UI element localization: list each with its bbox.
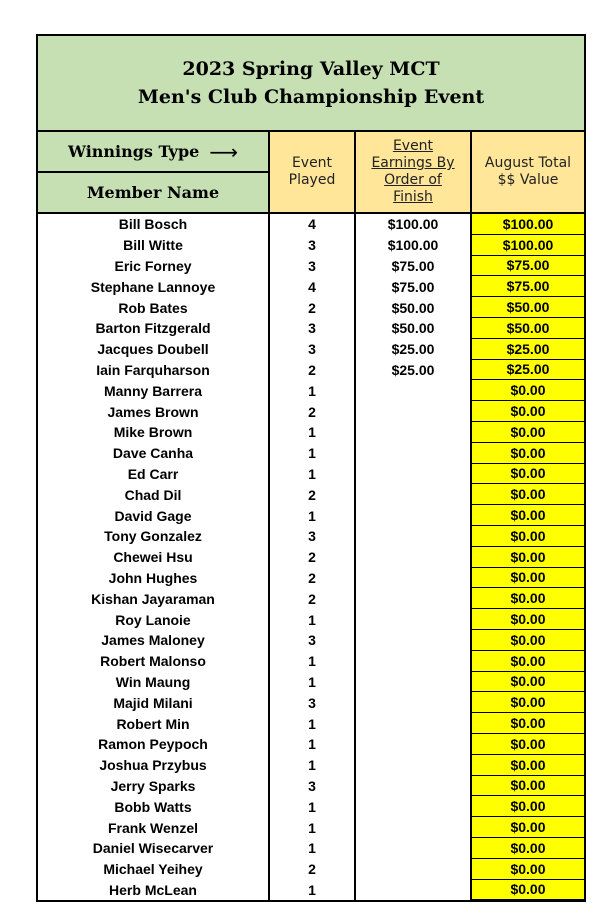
table-row: [38, 380, 584, 401]
event-played-cell: 1: [270, 713, 356, 734]
august-value-cell: $0.00: [472, 838, 584, 859]
table-row: [38, 235, 584, 256]
earnings-cell: [356, 464, 472, 485]
earnings-cell: [356, 630, 472, 651]
earnings-cell: [356, 422, 472, 443]
earnings-cell: [356, 796, 472, 817]
event-played-cell: 1: [270, 651, 356, 672]
earnings-cell: [356, 484, 472, 505]
member-name-header: Member Name: [38, 173, 268, 212]
august-value-cell: $0.00: [472, 672, 584, 693]
results-sheet: [36, 34, 586, 902]
member-name-cell: Roy Lanoie: [38, 609, 270, 630]
earnings-cell: [356, 734, 472, 755]
august-value-cell: $50.00: [472, 297, 584, 318]
earnings-cell: $75.00: [356, 276, 472, 297]
member-name-cell: Chewei Hsu: [38, 547, 270, 568]
event-played-cell: 2: [270, 401, 356, 422]
event-played-cell: 2: [270, 297, 356, 318]
member-name-cell: Ed Carr: [38, 464, 270, 485]
member-name-cell: Stephane Lannoye: [38, 276, 270, 297]
august-value-cell: $75.00: [472, 256, 584, 277]
table-row: [38, 817, 584, 838]
table-row: [38, 276, 584, 297]
august-value-cell: $0.00: [472, 880, 584, 901]
event-played-cell: 2: [270, 568, 356, 589]
column-headers: [38, 132, 584, 214]
event-played-cell: 3: [270, 318, 356, 339]
event-played-cell: 1: [270, 755, 356, 776]
table-row: [38, 796, 584, 817]
earnings-cell: [356, 401, 472, 422]
member-name-cell: Chad Dil: [38, 484, 270, 505]
august-value-cell: $100.00: [472, 235, 584, 256]
member-name-cell: Manny Barrera: [38, 380, 270, 401]
earnings-cell: [356, 713, 472, 734]
table-row: [38, 838, 584, 859]
event-played-cell: 1: [270, 443, 356, 464]
table-row: [38, 339, 584, 360]
member-name-cell: Robert Min: [38, 713, 270, 734]
event-played-cell: 1: [270, 672, 356, 693]
earnings-cell: $25.00: [356, 339, 472, 360]
event-played-cell: 3: [270, 526, 356, 547]
august-value-cell: $0.00: [472, 505, 584, 526]
event-played-cell: 1: [270, 734, 356, 755]
member-name-cell: Jacques Doubell: [38, 339, 270, 360]
event-played-cell: 3: [270, 776, 356, 797]
header-left: [38, 132, 270, 212]
member-name-cell: Bill Bosch: [38, 214, 270, 235]
member-name-cell: Joshua Przybus: [38, 755, 270, 776]
member-name-cell: Robert Malonso: [38, 651, 270, 672]
event-played-cell: 2: [270, 588, 356, 609]
earnings-cell: [356, 609, 472, 630]
member-name-cell: Majid Milani: [38, 692, 270, 713]
event-played-cell: 2: [270, 547, 356, 568]
table-row: [38, 713, 584, 734]
event-played-cell: 1: [270, 380, 356, 401]
event-played-cell: 2: [270, 484, 356, 505]
earnings-cell: [356, 380, 472, 401]
member-name-cell: David Gage: [38, 505, 270, 526]
member-name-cell: Iain Farquharson: [38, 360, 270, 381]
earnings-cell: [356, 817, 472, 838]
earnings-cell: [356, 776, 472, 797]
table-row: [38, 214, 584, 235]
table-row: [38, 505, 584, 526]
table-row: [38, 484, 584, 505]
earnings-cell: $75.00: [356, 256, 472, 277]
august-value-cell: $0.00: [472, 484, 584, 505]
table-row: [38, 776, 584, 797]
member-name-cell: Jerry Sparks: [38, 776, 270, 797]
member-name-cell: Dave Canha: [38, 443, 270, 464]
earnings-line-4: Finish: [393, 189, 433, 205]
event-played-cell: 1: [270, 422, 356, 443]
member-name-cell: Kishan Jayaraman: [38, 588, 270, 609]
member-rows: [38, 214, 584, 900]
august-value-cell: $100.00: [472, 214, 584, 235]
event-played-cell: 1: [270, 796, 356, 817]
earnings-cell: [356, 547, 472, 568]
earnings-cell: [356, 859, 472, 880]
event-played-cell: 3: [270, 235, 356, 256]
august-value-cell: $0.00: [472, 380, 584, 401]
table-row: [38, 422, 584, 443]
earnings-cell: [356, 672, 472, 693]
member-name-cell: James Brown: [38, 401, 270, 422]
earnings-line-3: Order of: [384, 172, 442, 188]
august-value-cell: $0.00: [472, 755, 584, 776]
earnings-cell: [356, 651, 472, 672]
member-name-cell: Daniel Wisecarver: [38, 838, 270, 859]
earnings-cell: [356, 755, 472, 776]
earnings-header: [356, 132, 472, 212]
table-row: [38, 526, 584, 547]
earnings-cell: [356, 443, 472, 464]
august-value-cell: $0.00: [472, 588, 584, 609]
table-row: [38, 464, 584, 485]
august-value-cell: $0.00: [472, 443, 584, 464]
table-row: [38, 401, 584, 422]
member-name-cell: James Maloney: [38, 630, 270, 651]
august-value-cell: $0.00: [472, 734, 584, 755]
earnings-cell: [356, 588, 472, 609]
member-name-cell: Bobb Watts: [38, 796, 270, 817]
earnings-cell: [356, 692, 472, 713]
winnings-type-label: Winnings Type: [68, 142, 200, 161]
august-value-cell: $25.00: [472, 360, 584, 381]
earnings-cell: $100.00: [356, 214, 472, 235]
table-row: [38, 609, 584, 630]
table-row: [38, 692, 584, 713]
event-played-cell: 1: [270, 838, 356, 859]
member-name-cell: Win Maung: [38, 672, 270, 693]
table-row: [38, 588, 584, 609]
earnings-cell: $50.00: [356, 297, 472, 318]
event-played-cell: 3: [270, 630, 356, 651]
august-value-cell: $0.00: [472, 796, 584, 817]
august-value-cell: $0.00: [472, 401, 584, 422]
august-value-cell: $0.00: [472, 692, 584, 713]
table-row: [38, 360, 584, 381]
table-row: [38, 630, 584, 651]
event-played-cell: 1: [270, 880, 356, 901]
member-name-cell: Rob Bates: [38, 297, 270, 318]
table-row: [38, 256, 584, 277]
august-value-cell: $0.00: [472, 817, 584, 838]
earnings-cell: [356, 505, 472, 526]
earnings-cell: [356, 880, 472, 901]
earnings-cell: $100.00: [356, 235, 472, 256]
event-played-cell: 1: [270, 609, 356, 630]
title-box: [38, 36, 584, 132]
event-played-cell: 3: [270, 256, 356, 277]
august-value-cell: $0.00: [472, 547, 584, 568]
table-row: [38, 318, 584, 339]
august-value-cell: $0.00: [472, 630, 584, 651]
august-total-header: [472, 132, 584, 212]
august-value-cell: $0.00: [472, 859, 584, 880]
august-value-cell: $0.00: [472, 422, 584, 443]
august-value-cell: $0.00: [472, 776, 584, 797]
member-name-cell: Frank Wenzel: [38, 817, 270, 838]
table-row: [38, 672, 584, 693]
event-played-label: Event Played: [288, 155, 336, 188]
event-played-cell: 1: [270, 464, 356, 485]
august-value-cell: $0.00: [472, 713, 584, 734]
event-played-cell: 3: [270, 339, 356, 360]
event-played-cell: 2: [270, 859, 356, 880]
earnings-line-2: Earnings By: [371, 155, 455, 171]
winnings-type-header: [38, 132, 268, 173]
member-name-cell: Tony Gonzalez: [38, 526, 270, 547]
member-name-cell: Ramon Peypoch: [38, 734, 270, 755]
august-value-cell: $75.00: [472, 276, 584, 297]
earnings-line-1: Event: [392, 138, 434, 154]
right-arrow-icon: ⟶: [209, 139, 238, 164]
table-row: [38, 859, 584, 880]
title-line-2: Men's Club Championship Event: [137, 86, 485, 108]
member-name-cell: Eric Forney: [38, 256, 270, 277]
august-value-cell: $50.00: [472, 318, 584, 339]
table-row: [38, 755, 584, 776]
august-value-cell: $0.00: [472, 464, 584, 485]
event-played-header: [270, 132, 356, 212]
table-row: [38, 443, 584, 464]
member-name-cell: Mike Brown: [38, 422, 270, 443]
table-row: [38, 651, 584, 672]
earnings-cell: $25.00: [356, 360, 472, 381]
member-name-cell: John Hughes: [38, 568, 270, 589]
member-name-cell: Herb McLean: [38, 880, 270, 901]
table-row: [38, 880, 584, 901]
august-value-cell: $25.00: [472, 339, 584, 360]
event-played-cell: 3: [270, 692, 356, 713]
table-row: [38, 568, 584, 589]
table-row: [38, 734, 584, 755]
august-value-cell: $0.00: [472, 609, 584, 630]
member-name-cell: Michael Yeihey: [38, 859, 270, 880]
member-name-cell: Bill Witte: [38, 235, 270, 256]
august-value-cell: $0.00: [472, 568, 584, 589]
event-played-cell: 2: [270, 360, 356, 381]
august-value-cell: $0.00: [472, 526, 584, 547]
earnings-cell: [356, 568, 472, 589]
earnings-cell: [356, 526, 472, 547]
earnings-cell: $50.00: [356, 318, 472, 339]
event-played-cell: 1: [270, 817, 356, 838]
table-row: [38, 297, 584, 318]
table-row: [38, 547, 584, 568]
event-played-cell: 4: [270, 276, 356, 297]
august-total-label: August Total $$ Value: [484, 155, 572, 188]
earnings-cell: [356, 838, 472, 859]
august-value-cell: $0.00: [472, 651, 584, 672]
member-name-cell: Barton Fitzgerald: [38, 318, 270, 339]
event-played-cell: 1: [270, 505, 356, 526]
title-line-1: 2023 Spring Valley MCT: [182, 58, 440, 80]
event-played-cell: 4: [270, 214, 356, 235]
